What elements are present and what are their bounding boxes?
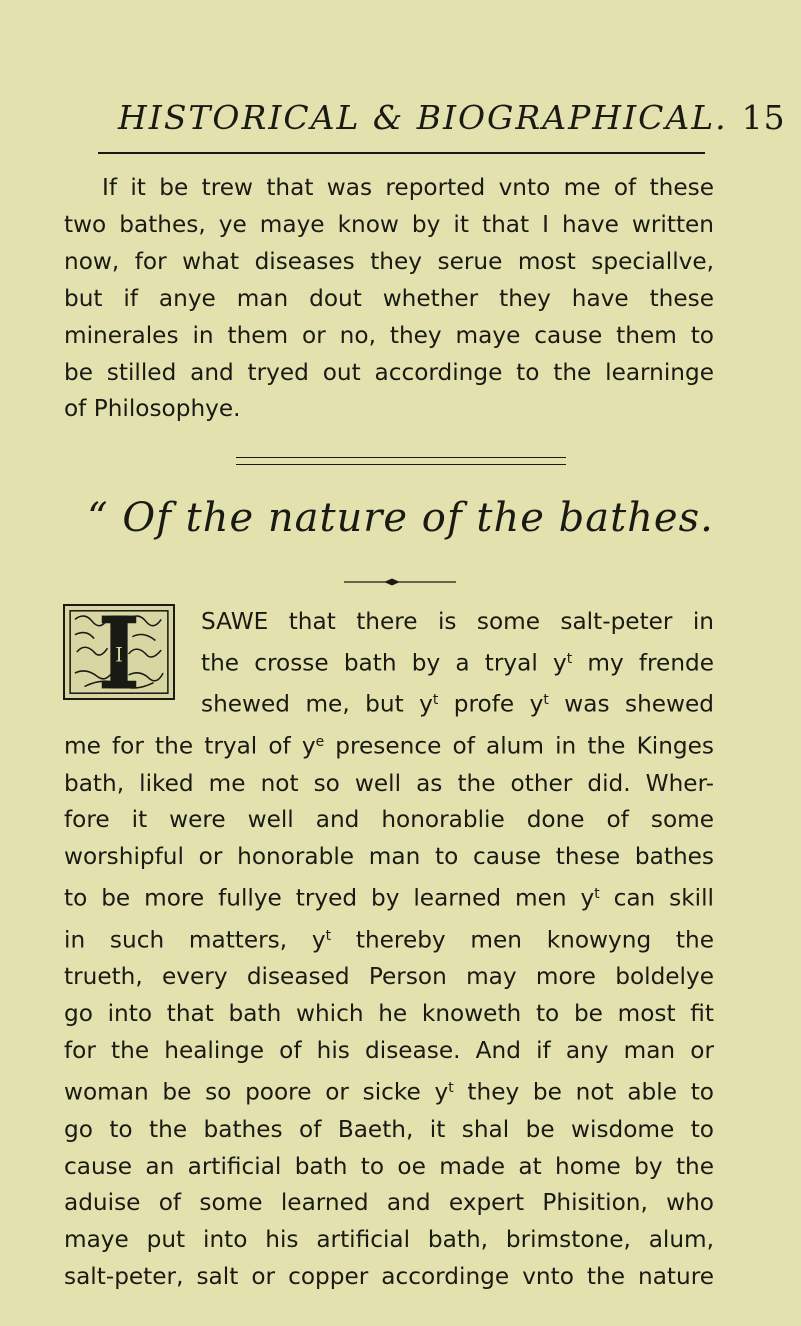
text-line: of Philosophye.: [64, 395, 241, 423]
text-line: minerales in them or no, they maye cause them to: [64, 321, 714, 349]
text-line: for the healinge of his disease. And if any man or: [64, 1037, 714, 1065]
text-line: If it be trew that was reported vnto me of these: [102, 174, 714, 201]
text-line: fore it were well and honorablie done of some: [64, 806, 714, 834]
text-line: to be more fullye tryed by learned men $y^t$ can skill: [64, 884, 714, 912]
text-line: trueth, every diseased Person may more boldelye: [64, 963, 714, 991]
text-line: two bathes, ye maye know by it that I have written: [64, 210, 714, 238]
text-line: in such matters, $y^t$ thereby men knowyng the: [64, 926, 714, 954]
page-number: 15: [741, 98, 786, 137]
section-heading: “ Of the nature of the bathes.: [87, 495, 714, 541]
text-line: SAWE that there is some salt-peter in: [201, 608, 714, 635]
text-line: woman be so poore or sicke $y^t$ they be not able to: [64, 1078, 714, 1106]
text-line: go into that bath which he knoweth to be most fit: [64, 1000, 714, 1028]
text-line: salt-peter, salt or copper accordinge vnto the nature: [64, 1263, 714, 1291]
text-line: shewed me, but $y^t$ profe $y^t$ was shewed: [201, 691, 714, 719]
running-head: [118, 98, 786, 137]
text-line: cause an artificial bath to oe made at home by the: [64, 1152, 714, 1180]
text-line: be stilled and tryed out accordinge to the learninge: [64, 358, 714, 386]
text-line: but if anye man dout whether they have these: [64, 284, 714, 312]
text-line: maye put into his artificial bath, brimstone, alum,: [64, 1226, 714, 1254]
section-double-rule: [236, 457, 566, 465]
text-line: worshipful or honorable man to cause these bathes: [64, 843, 714, 871]
text-line: now, for what diseases they serue most speciallve,: [64, 247, 714, 275]
ornament-divider: [344, 578, 456, 586]
text-line: the crosse bath by a tryal $y^t$ my frende: [201, 649, 715, 677]
text-line: aduise of some learned and expert Phisition, who: [64, 1189, 714, 1217]
text-line: bath, liked me not so well as the other did. Wher-: [64, 769, 714, 797]
paragraph-intro: [64, 170, 714, 428]
header-rule: [98, 152, 705, 154]
drop-cap-letter: I: [115, 643, 123, 667]
text-line: go to the bathes of Baeth, it shal be wisdome to: [64, 1115, 714, 1143]
running-head-title: HISTORICAL & BIOGRAPHICAL.: [118, 98, 728, 137]
paragraph-body: [64, 604, 714, 1296]
text-line: me for the tryal of $y^e$ presence of alum in the Kinges: [64, 732, 714, 760]
